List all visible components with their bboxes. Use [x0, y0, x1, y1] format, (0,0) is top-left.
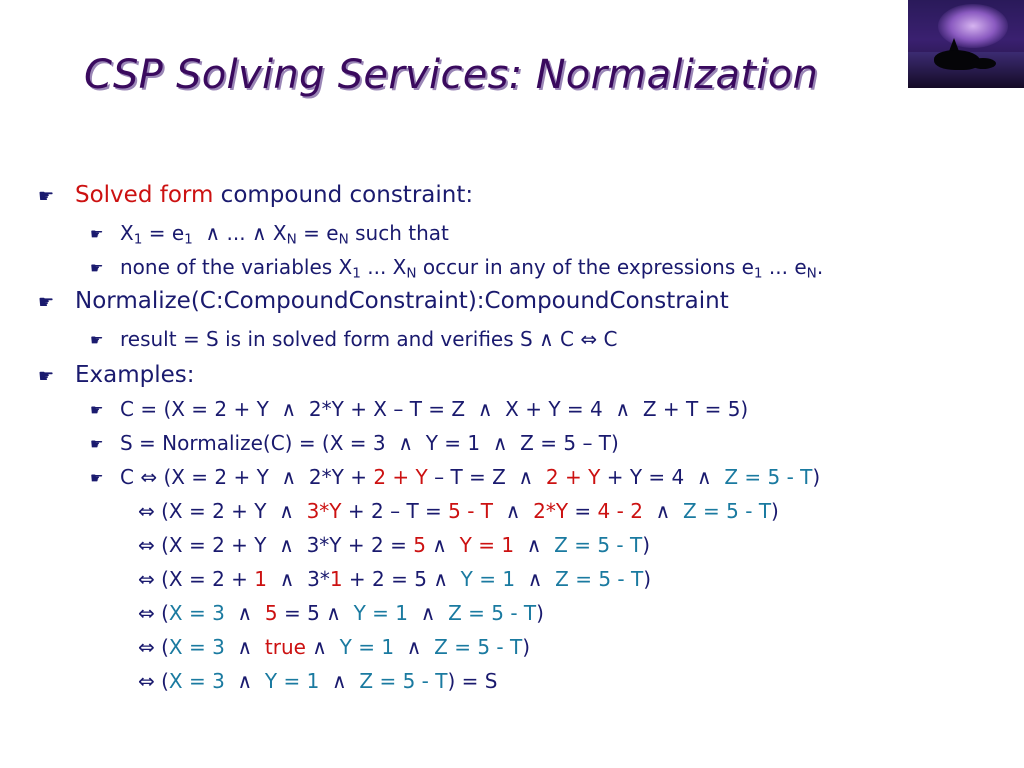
- sub-bullet-icon: ☛: [90, 225, 104, 243]
- derivation-step-0: C ⇔ (X = 2 + Y ∧ 2*Y + 2 + Y – T = Z ∧ 2 + Y + Y = 4 ∧ Z = 5 - T): [120, 465, 821, 489]
- sub-bullet-icon: ☛: [90, 435, 104, 453]
- bullet-icon: ☛: [38, 366, 55, 387]
- solved-form-heading: Solved form compound constraint:: [75, 182, 474, 208]
- sub-bullet-icon: ☛: [90, 469, 104, 487]
- solved-form-definition: $X_1 = e_1$ ∧ ... ∧ $X_N = e_N$ such that: [120, 221, 449, 248]
- example-normalized-s: S = Normalize(C) = (X = 3 ∧ Y = 1 ∧ Z = 5 – T): [120, 431, 619, 455]
- bullet-icon: ☛: [38, 186, 55, 207]
- derivation-step-2: ⇔ (X = 2 + Y ∧ 3*Y + 2 = 5 ∧ Y = 1 ∧ Z = 5 - T): [138, 533, 650, 557]
- examples-heading: Examples:: [75, 362, 195, 388]
- sub-bullet-icon: ☛: [90, 331, 104, 349]
- sub-bullet-icon: ☛: [90, 401, 104, 419]
- derivation-step-6: ⇔ (X = 3 ∧ Y = 1 ∧ Z = 5 - T) = S: [138, 669, 498, 693]
- sub-bullet-icon: ☛: [90, 259, 104, 277]
- example-constraint-c: C = (X = 2 + Y ∧ 2*Y + X – T = Z ∧ X + Y = 4 ∧ Z + T = 5): [120, 397, 749, 421]
- slide-title: CSP Solving Services: Normalization: [84, 52, 819, 98]
- orca-sunset-image: [908, 0, 1024, 88]
- normalize-signature: Normalize(C:CompoundConstraint):CompoundConstraint: [75, 288, 729, 314]
- derivation-step-1: ⇔ (X = 2 + Y ∧ 3*Y + 2 – T = 5 - T ∧ 2*Y = 4 - 2 ∧ Z = 5 - T): [138, 499, 779, 523]
- derivation-step-4: ⇔ (X = 3 ∧ 5 = 5 ∧ Y = 1 ∧ Z = 5 - T): [138, 601, 544, 625]
- bullet-icon: ☛: [38, 292, 55, 313]
- normalize-result: result = S is in solved form and verifies S ∧ C ⇔ C: [120, 327, 618, 351]
- derivation-step-5: ⇔ (X = 3 ∧ true ∧ Y = 1 ∧ Z = 5 - T): [138, 635, 531, 659]
- derivation-step-3: ⇔ (X = 2 + 1 ∧ 3*1 + 2 = 5 ∧ Y = 1 ∧ Z = 5 - T): [138, 567, 652, 591]
- variables-condition: none of the variables $X_1$ ... $X_N$ occur in any of the expressions $e_1$ ... $e_N$.: [120, 255, 824, 282]
